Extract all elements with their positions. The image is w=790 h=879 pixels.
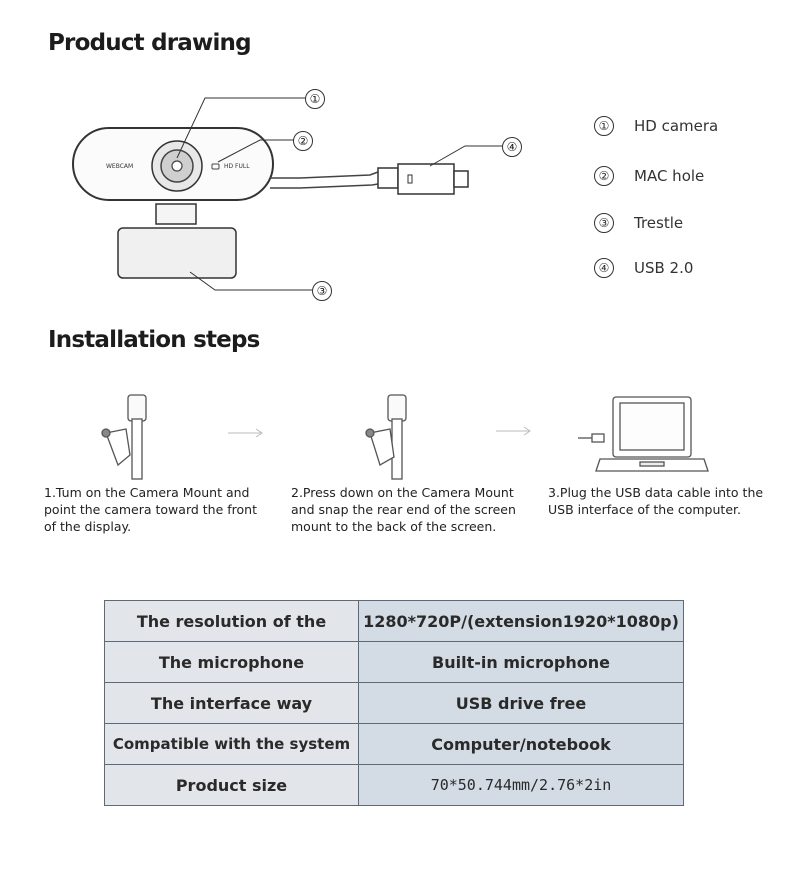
callout-4: ④ (502, 137, 522, 157)
spec-key: The microphone (105, 642, 359, 683)
callout-1: ① (305, 89, 325, 109)
spec-value: 1280*720P/(extension1920*1080p) (359, 601, 684, 642)
step2-illustration (366, 395, 406, 479)
usb-plug-collar (378, 168, 398, 188)
callout-3: ③ (312, 281, 332, 301)
trestle-neck (156, 204, 196, 224)
step-3-text: 3.Plug the USB data cable into the USB interface of the computer. (548, 485, 764, 517)
legend-label: Trestle (634, 214, 684, 232)
step2-arrow (496, 427, 530, 435)
table-row (105, 765, 684, 806)
usb-plug-body (398, 164, 454, 194)
legend-label: USB 2.0 (634, 259, 694, 277)
spec-value: USB drive free (359, 683, 684, 724)
table-row (105, 683, 684, 724)
legend-item-hd-camera (594, 116, 718, 136)
legend-item-mac-hole (594, 166, 704, 186)
step3-illustration (578, 397, 708, 471)
installation-illustrations (0, 385, 760, 485)
webcam-product-illustration (0, 80, 560, 310)
spec-key: The resolution of the (105, 601, 359, 642)
spec-table (104, 600, 684, 806)
legend-number: ③ (594, 213, 614, 233)
step1-illustration (102, 395, 146, 479)
legend-item-usb (594, 258, 693, 278)
webcam-brand-label: WEBCAM (106, 163, 134, 170)
spec-key: The interface way (105, 683, 359, 724)
table-row (105, 601, 684, 642)
callout-2: ② (293, 131, 313, 151)
spec-value: 70*50.744mm/2.76*2in (359, 765, 684, 806)
legend-label: HD camera (634, 117, 719, 135)
spec-value: Built-in microphone (359, 642, 684, 683)
legend-number: ④ (594, 258, 614, 278)
spec-key: Compatible with the system (105, 724, 359, 765)
installation-steps-heading: Installation steps (48, 327, 260, 353)
legend-label: MAC hole (634, 167, 705, 185)
trestle-base (118, 228, 236, 278)
legend-number: ② (594, 166, 614, 186)
step-1-text: 1.Tum on the Camera Mount and point the camera toward the front of the display. (44, 485, 257, 534)
table-row (105, 724, 684, 765)
webcam-hd-label: HD FULL (224, 163, 250, 170)
legend-number: ① (594, 116, 614, 136)
spec-value: Computer/notebook (359, 724, 684, 765)
webcam-lens-center (172, 161, 182, 171)
spec-key: Product size (105, 765, 359, 806)
product-drawing-heading: Product drawing (48, 30, 251, 56)
step-2-text: 2.Press down on the Camera Mount and snap the rear end of the screen mount to the back of the screen. (291, 485, 516, 534)
step1-arrow (228, 429, 262, 437)
table-row (105, 642, 684, 683)
legend-item-trestle (594, 213, 683, 233)
